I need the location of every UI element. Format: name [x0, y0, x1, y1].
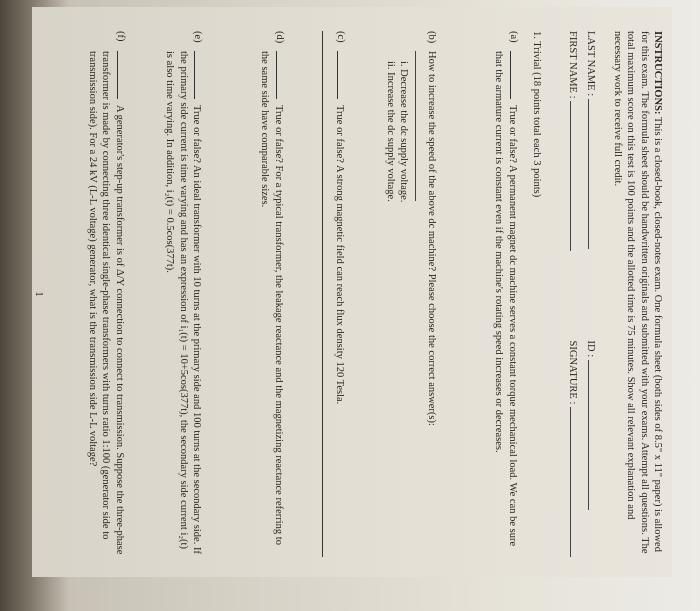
part-label: (a)	[507, 31, 519, 43]
question-1-title: 1. Trivial (18 points total each 3 points)	[531, 31, 543, 198]
id-field[interactable]	[584, 340, 598, 557]
option-ii: ii. Increase the dc supply voltage.	[384, 61, 396, 202]
first-name-label: FIRST NAME :	[566, 31, 578, 99]
signature-field[interactable]	[565, 340, 579, 557]
question-part-f	[85, 31, 126, 557]
signature-label: SIGNATURE :	[566, 340, 578, 405]
name-column	[561, 31, 598, 251]
first-name-line	[570, 101, 580, 251]
question-part-c	[333, 31, 347, 557]
answer-blank[interactable]	[276, 51, 286, 99]
part-text: True or false? A permanent magnet dc machine serves a constant torque mechanical load. We can be sure that the armature current is constant even if the machine's rotating speed increases or decreases.	[493, 51, 518, 547]
divider	[322, 31, 323, 557]
instructions	[610, 31, 664, 557]
question-part-b	[383, 31, 438, 557]
answer-line[interactable]	[415, 51, 425, 201]
name-fields	[561, 31, 598, 557]
part-text: True or false? For a typical transformer, the leakage reactance and the magnetizing reactance referring to the same side have comparable sizes.	[259, 51, 284, 545]
signature-line	[570, 407, 580, 557]
id-column	[561, 340, 598, 557]
exam-sheet	[32, 7, 672, 577]
part-text: A generator's step-up transformer is of Δ/Y connection to connect to transmission. Suppose the three-phase transformer is made by connecting three identical single-phase transformers with turns ratio 1:100 (generator side to transmission side). For a 24 kV (L-L voltage) generator, what is the transmission side L-L voltage?	[86, 51, 125, 555]
answer-blank[interactable]	[337, 51, 347, 99]
id-label: ID :	[585, 340, 597, 358]
last-name-field[interactable]	[584, 31, 598, 251]
part-label: (d)	[273, 31, 285, 44]
part-label: (e)	[192, 31, 203, 43]
instructions-heading: INSTRUCTIONS:	[652, 31, 663, 115]
answer-blank[interactable]	[117, 51, 127, 99]
option-i: i. Decrease the dc supply voltage.	[398, 61, 410, 203]
question-part-a	[492, 31, 520, 557]
last-name-label: LAST NAME :	[585, 31, 597, 97]
first-name-field[interactable]	[565, 31, 579, 251]
part-label: (f)	[114, 31, 126, 42]
last-name-line	[588, 99, 598, 249]
answer-blank[interactable]	[194, 51, 204, 99]
answer-blank[interactable]	[510, 51, 520, 99]
part-label: (b)	[426, 31, 438, 44]
part-text: True or false? An ideal transformer with 10 turns at the primary side and 100 turns at the secondary side. If the primary side current is time varying and has an expression of i₁(t) = 10+5cos(377t), the secondary side current i₂(t) is also time varying. In addition, i₂(t) = 0.5cos(377t).	[164, 51, 202, 554]
page-number: 1	[33, 291, 45, 297]
part-text: How to increase the speed of the above dc machine? Please choose the correct answer(s):	[426, 51, 438, 426]
part-label: (c)	[335, 31, 347, 43]
question-part-d	[258, 31, 286, 557]
instructions-text: This is a closed-book, closed-notes exam. One formula sheet (both sides of 8.5" x 11" paper) is allowed for this exam. The formula sheet should be handwritten originals and submitted with your exams. Attempt all questions. The total maximum score on this test is 100 points and the allotted time is 75 minutes. Show all relevant explanation and necessary work to receive full credit.	[611, 31, 663, 554]
part-text: True or false? A strong magnetic field can reach flux density 120 Tesla.	[334, 105, 346, 405]
id-line	[588, 360, 598, 510]
question-part-e	[163, 31, 204, 557]
